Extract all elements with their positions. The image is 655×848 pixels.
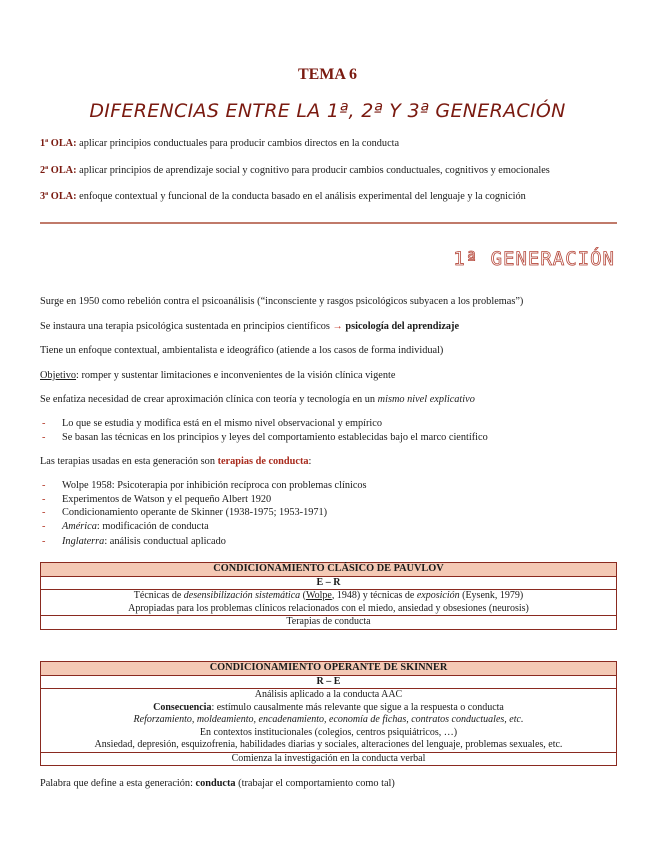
paragraph-origin: Surge en 1950 como rebelión contra el psicoanálisis (“inconsciente y rasgos psicológicos subyacen a los problemas”): [40, 296, 524, 307]
paragraph-objective: Objetivo: romper y sustentar limitaciones e inconvenientes de la visión clínica vigente: [40, 370, 396, 381]
paragraph-footer: Palabra que define a esta generación: conducta (trabajar el comportamiento como tal): [40, 778, 395, 789]
section-divider: [40, 222, 617, 224]
list-item: - Lo que se estudia y modifica está en el mismo nivel observacional y empírico: [62, 418, 382, 429]
table-header: CONDICIONAMIENTO CLÁSICO DE PAUVLOV: [41, 563, 617, 577]
list-item: - América: modificación de conducta: [62, 521, 209, 532]
table-subheader: E – R: [41, 576, 617, 590]
page-title: TEMA 6: [297, 66, 358, 83]
table-row: Análisis aplicado a la conducta AAC: [41, 689, 617, 702]
ola-2: 2ª OLA: aplicar principios de aprendizaje social y cognitivo para producir cambios conductuales, cognitivos y emocionales: [40, 165, 550, 176]
paragraph-therapy: Se instaura una terapia psicológica sustentada en principios científicos → psicología del aprendizaje: [40, 321, 460, 332]
table-row: Ansiedad, depresión, esquizofrenia, habilidades diarias y sociales, alteraciones del lenguaje, problemas sexuales, etc.: [41, 739, 617, 752]
table-skinner: [40, 661, 617, 766]
list-item: - Experimentos de Watson y el pequeño Albert 1920: [62, 494, 271, 505]
list-item: - Wolpe 1958: Psicoterapia por inhibición recíproca con problemas clínicos: [62, 480, 367, 491]
page-subtitle: DIFERENCIAS ENTRE LA 1ª, 2ª Y 3ª GENERACIÓN: [89, 100, 566, 122]
table-subheader: R – E: [41, 675, 617, 689]
table-row: Técnicas de desensibilización sistemática (Wolpe, 1948) y técnicas de exposición (Eysenk, 1979): [41, 590, 617, 603]
table-row: Reforzamiento, moldeamiento, encadenamiento, economía de fichas, contratos conductuales, etc.: [41, 714, 617, 727]
section-heading: 1ª GENERACIÓN: [453, 248, 615, 270]
table-row: En contextos institucionales (colegios, centros psiquiátricos, …): [41, 727, 617, 740]
table-header: CONDICIONAMIENTO OPERANTE DE SKINNER: [41, 662, 617, 676]
paragraph-emphasis: Se enfatiza necesidad de crear aproximación clínica con teoría y tecnología en un mismo nivel explicativo: [40, 394, 475, 405]
paragraph-therapies: Las terapias usadas en esta generación son terapias de conducta:: [40, 456, 312, 467]
arrow-icon: →: [332, 321, 343, 332]
table-row: Consecuencia: estímulo causalmente más relevante que sigue a la respuesta o conducta: [41, 702, 617, 715]
table-row: Apropiadas para los problemas clínicos relacionados con el miedo, ansiedad y obsesiones (neurosis): [41, 603, 617, 616]
table-row: Comienza la investigación en la conducta verbal: [41, 752, 617, 766]
table-pavlov: [40, 562, 617, 630]
paragraph-approach: Tiene un enfoque contextual, ambientalista e ideográfico (atiende a los casos de forma individual): [40, 345, 444, 356]
list-item: - Inglaterra: análisis conductual aplicado: [62, 536, 226, 547]
list-item: - Se basan las técnicas en los principios y leyes del comportamiento establecidas bajo el marco científico: [62, 432, 488, 443]
list-item: - Condicionamiento operante de Skinner (1938-1975; 1953-1971): [62, 507, 327, 518]
ola-1: 1ª OLA: aplicar principios conductuales para producir cambios directos en la conducta: [40, 138, 400, 149]
table-row: Terapias de conducta: [41, 616, 617, 630]
ola-3: 3ª OLA: enfoque contextual y funcional de la conducta basado en el análisis experimental del lenguaje y la cognición: [40, 191, 526, 202]
